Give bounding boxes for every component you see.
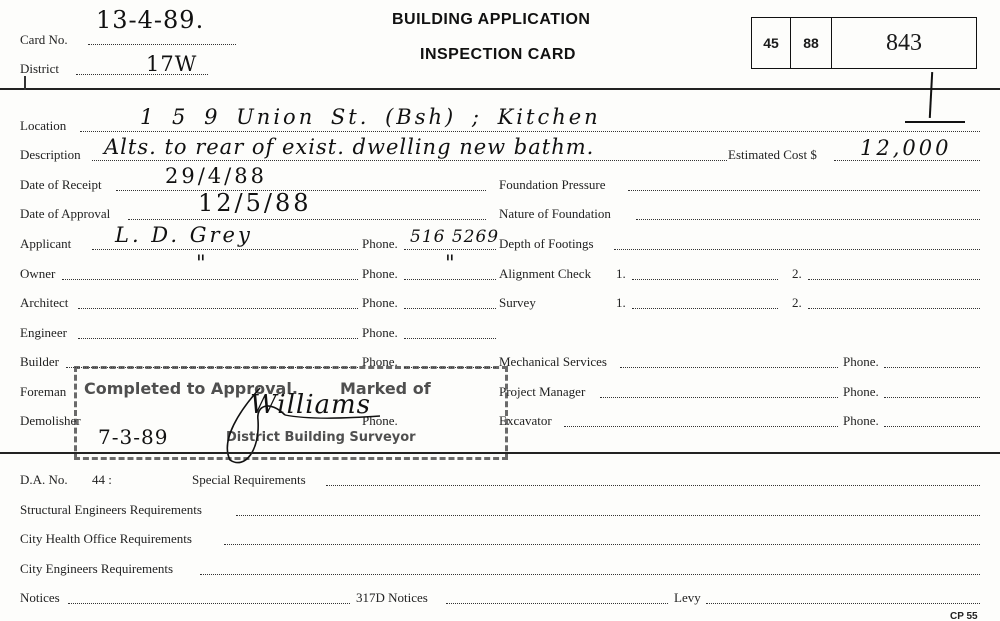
architect-phone-line [404, 308, 496, 309]
owner-value: " [196, 251, 207, 275]
city-eng-line [200, 574, 980, 575]
title-line1: BUILDING APPLICATION [392, 11, 591, 28]
estimated-cost-value: 12,000 [860, 136, 952, 160]
district-value: 17W [146, 52, 198, 76]
margin-mark [929, 72, 933, 118]
mechanical-label: Mechanical Services [499, 354, 607, 369]
card-no-line [88, 44, 236, 45]
notices-label: Notices [20, 590, 60, 605]
owner-line [62, 279, 358, 280]
stamp-date: 7-3-89 [98, 425, 169, 449]
approval-line [128, 219, 486, 220]
applicant-line [92, 249, 358, 250]
alignment-label: Alignment Check [499, 266, 592, 281]
health-label: City Health Office Requirements [20, 531, 192, 546]
owner-phone-label: Phone. [362, 266, 398, 281]
survey-num1: 1. [616, 295, 626, 310]
owner-phone-value: " [445, 251, 456, 275]
receipt-label: Date of Receipt [20, 177, 102, 192]
health-line [224, 544, 980, 545]
project-manager-line [600, 397, 838, 398]
survey-num2: 2. [792, 295, 802, 310]
owner-label: Owner [20, 266, 56, 281]
builder-label: Builder [20, 354, 59, 369]
architect-phone-label: Phone. [362, 295, 398, 310]
title-line2: INSPECTION CARD [420, 46, 576, 63]
applicant-phone-line [404, 249, 496, 250]
card-no-value: 13-4-89. [96, 6, 205, 34]
project-manager-label: Project Manager [499, 384, 586, 399]
foundation-pressure-line [628, 190, 980, 191]
top-divider [0, 88, 1000, 90]
engineer-label: Engineer [20, 325, 67, 340]
tick-mark [24, 76, 26, 90]
district-label: District [20, 61, 59, 76]
special-line [326, 485, 980, 486]
description-value: Alts. to rear of exist. dwelling new bathm. [104, 135, 595, 159]
box-cell-1: 45 [752, 18, 791, 68]
levy-label: Levy [674, 590, 701, 605]
location-label: Location [20, 118, 67, 133]
foreman-label: Foreman [20, 384, 67, 399]
da-value: 44 : [92, 472, 112, 487]
city-eng-label: City Engineers Requirements [20, 561, 174, 576]
mechanical-phone-label: Phone. [843, 354, 879, 369]
approval-value: 12/5/88 [198, 189, 312, 217]
depth-footings-label: Depth of Footings [499, 236, 594, 251]
applicant-phone-value: 516 5269 [410, 227, 500, 247]
box-cell-3: 843 [886, 29, 922, 56]
demolisher-label: Demolisher [20, 413, 81, 428]
applicant-label: Applicant [20, 236, 72, 251]
excavator-line [564, 426, 838, 427]
structural-label: Structural Engineers Requirements [20, 502, 202, 517]
levy-line [706, 603, 980, 604]
project-manager-phone-label: Phone. [843, 384, 879, 399]
form-code: CP 55 [950, 611, 978, 621]
owner-phone-line [404, 279, 496, 280]
applicant-phone-label: Phone. [362, 236, 398, 251]
alignment-line1 [632, 279, 778, 280]
nature-foundation-label: Nature of Foundation [499, 206, 611, 221]
estimated-cost-label: Estimated Cost $ [728, 147, 817, 162]
structural-line [236, 515, 980, 516]
location-value: 1 5 9 Union St. (Bsh) ; Kitchen [140, 105, 601, 129]
demolisher-phone-label: Phone. [362, 413, 398, 428]
notices-line [68, 603, 350, 604]
estimated-cost-line [834, 160, 980, 161]
architect-label: Architect [20, 295, 69, 310]
engineer-phone-line [404, 338, 496, 339]
surveyor-signature: Williams [250, 390, 372, 420]
card-number-box [751, 17, 977, 69]
engineer-phone-label: Phone. [362, 325, 398, 340]
mechanical-line [620, 367, 838, 368]
receipt-value: 29/4/88 [165, 164, 267, 188]
card-no-label: Card No. [20, 32, 68, 47]
margin-mark-2 [905, 121, 965, 123]
alignment-line2 [808, 279, 980, 280]
approval-label: Date of Approval [20, 206, 111, 221]
excavator-label: Excavator [499, 413, 552, 428]
box-cell-2: 88 [791, 18, 832, 68]
notices317-label: 317D Notices [356, 590, 428, 605]
excavator-phone-line [884, 426, 980, 427]
description-line [92, 160, 727, 161]
foundation-pressure-label: Foundation Pressure [499, 177, 606, 192]
applicant-value: L. D. Grey [115, 223, 253, 247]
alignment-num1: 1. [616, 266, 626, 281]
engineer-line [78, 338, 358, 339]
survey-label: Survey [499, 295, 536, 310]
special-label: Special Requirements [192, 472, 306, 487]
survey-line2 [808, 308, 980, 309]
alignment-num2: 2. [792, 266, 802, 281]
da-label: D.A. No. [20, 472, 68, 487]
architect-line [78, 308, 358, 309]
location-line [80, 131, 980, 132]
depth-footings-line [614, 249, 980, 250]
signature-flourish [200, 380, 390, 470]
project-manager-phone-line [884, 397, 980, 398]
builder-phone-label: Phone. [362, 354, 398, 369]
stamp-line1: Completed to Approval. [84, 379, 298, 398]
survey-line1 [632, 308, 778, 309]
stamp-line2: District Building Surveyor [226, 430, 416, 445]
stamp-line1b: Marked of [340, 379, 431, 398]
lower-divider [0, 452, 1000, 454]
excavator-phone-label: Phone. [843, 413, 879, 428]
description-label: Description [20, 147, 81, 162]
notices317-line [446, 603, 668, 604]
nature-foundation-line [636, 219, 980, 220]
mechanical-phone-line [884, 367, 980, 368]
